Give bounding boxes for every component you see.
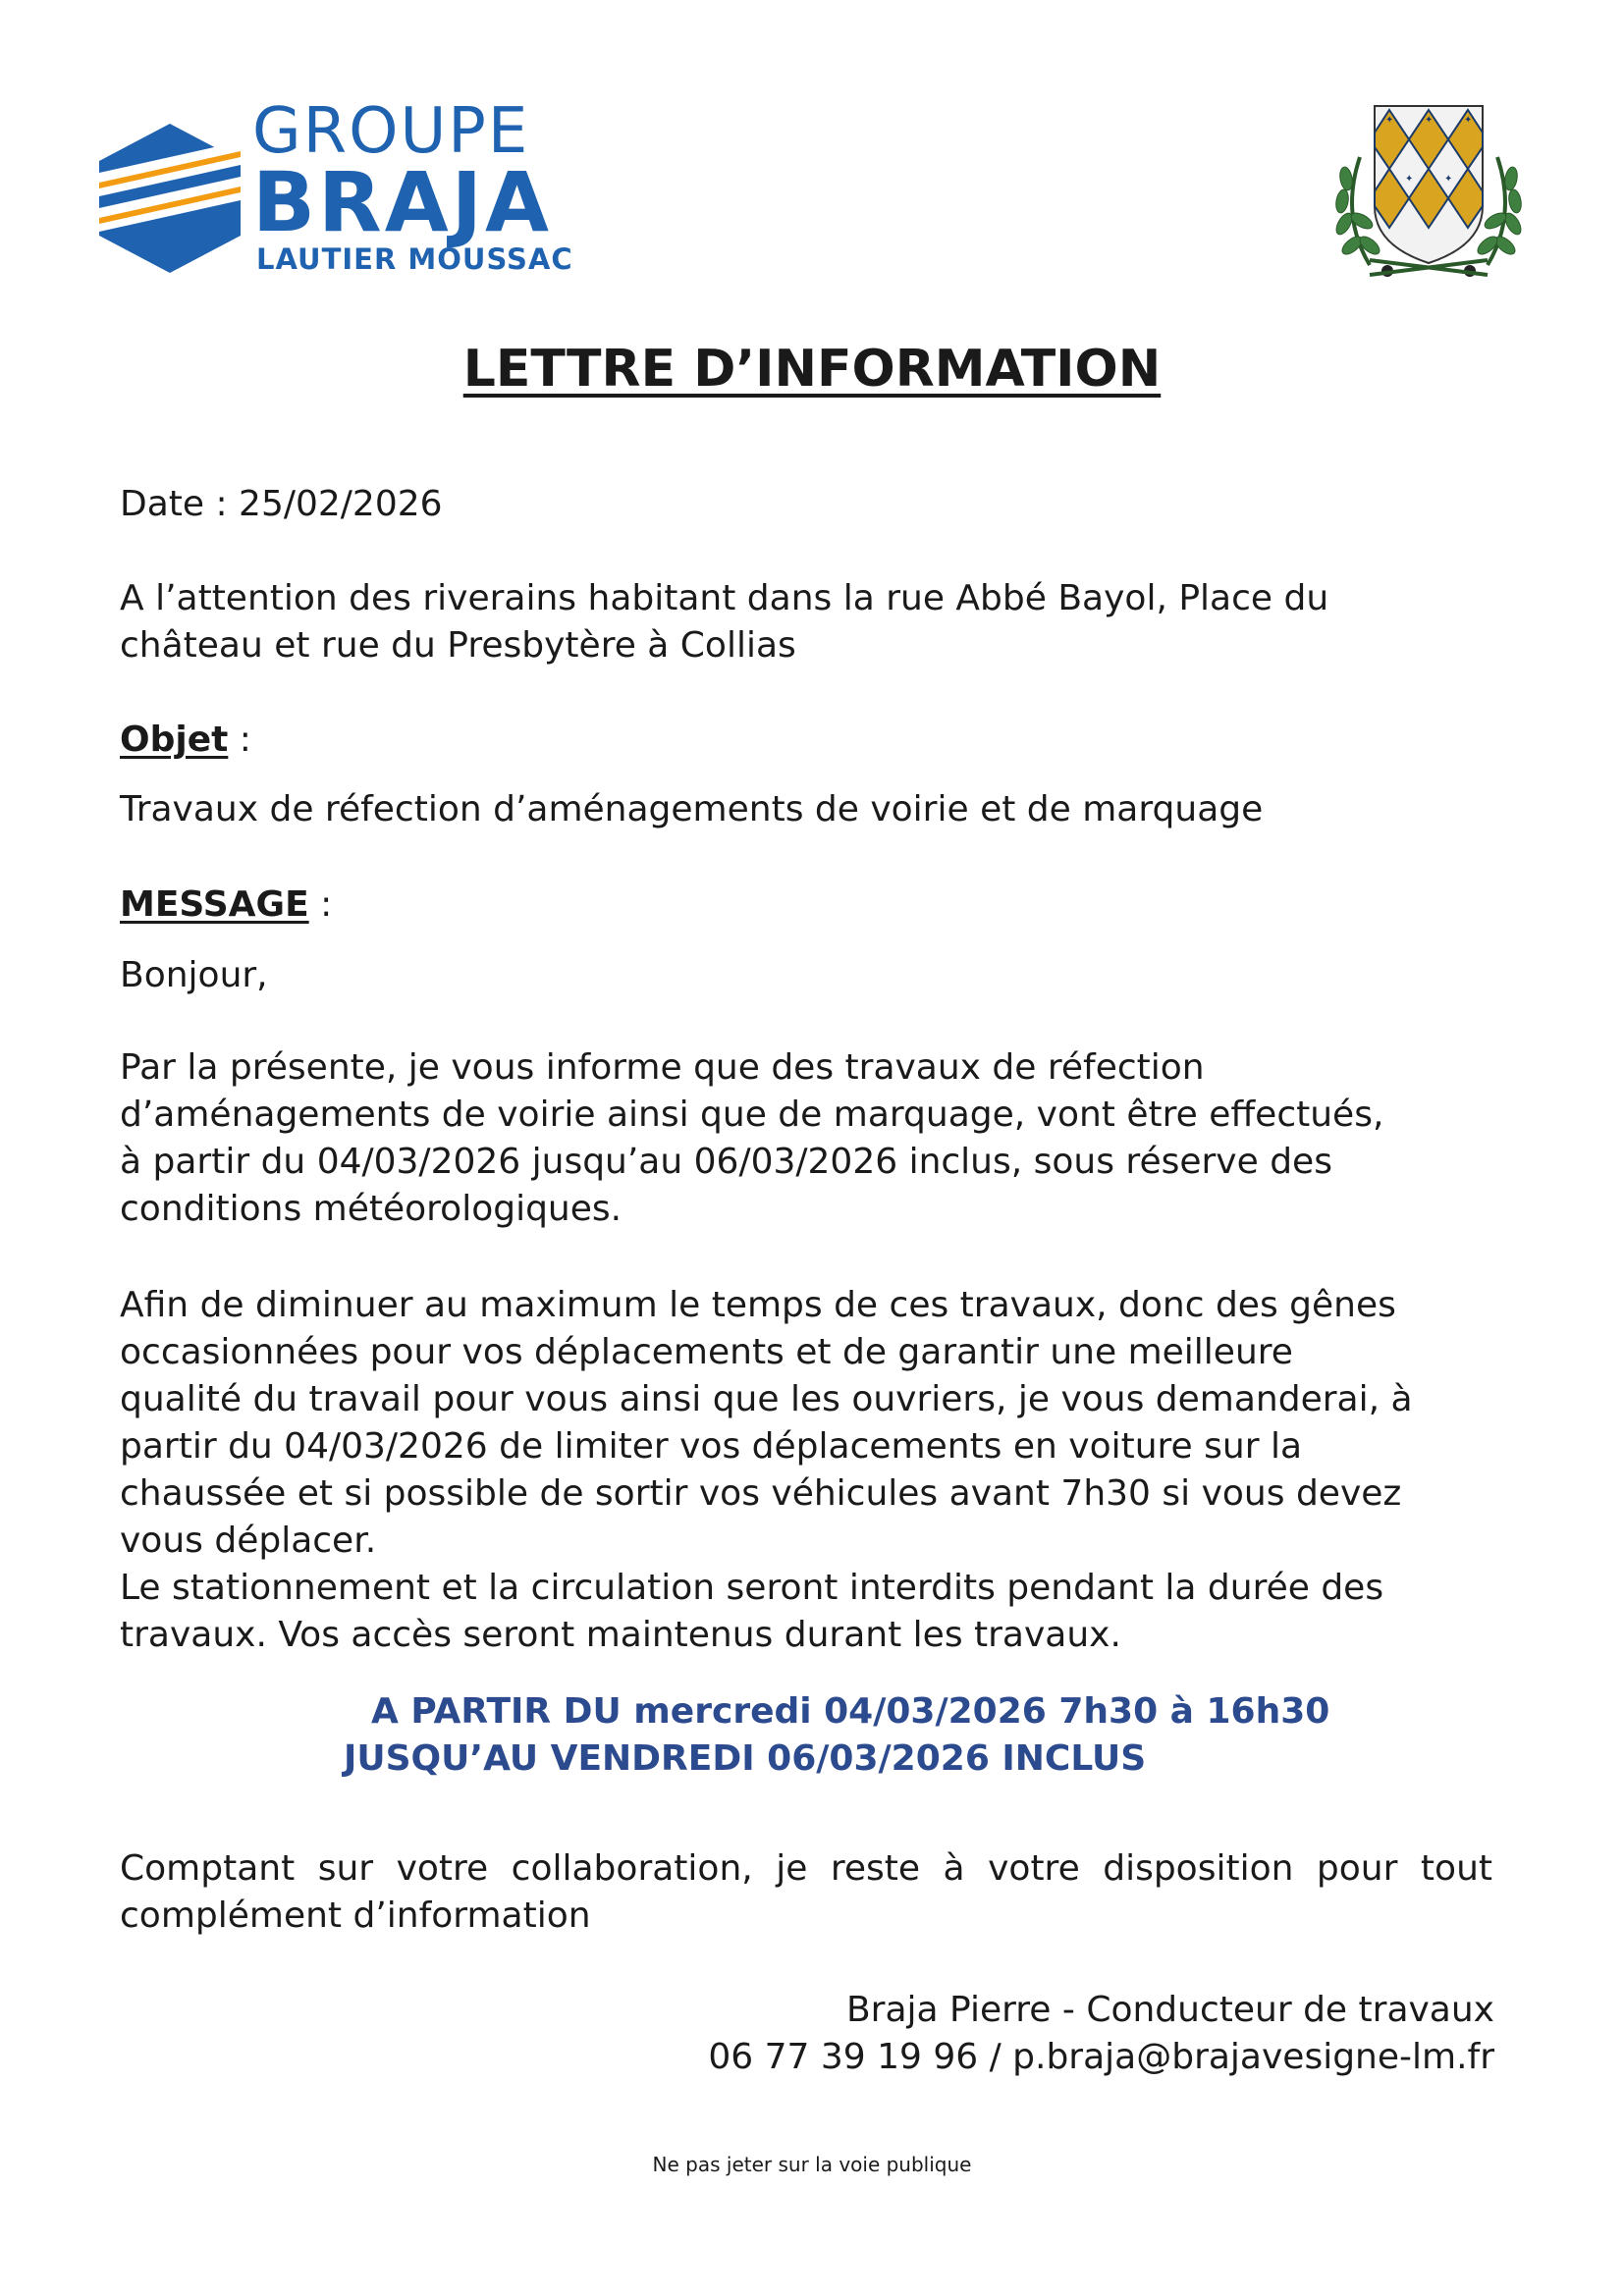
recipients	[120, 575, 1494, 669]
svg-text:✦: ✦	[1385, 115, 1394, 126]
paragraph-line: partir du 04/03/2026 de limiter vos déplacements en voiture sur la	[120, 1426, 1303, 1467]
page-title: LETTRE D’INFORMATION	[462, 340, 1162, 399]
recipients-line: A l’attention des riverains habitant dans la rue Abbé Bayol, Place du	[120, 578, 1329, 618]
recipients-line: château et rue du Presbytère à Collias	[120, 625, 796, 666]
paragraph-1	[120, 1044, 1494, 1233]
svg-text:✦: ✦	[1405, 174, 1414, 185]
paragraph-line: Afin de diminuer au maximum le temps de ces travaux, donc des gênes	[120, 1285, 1396, 1325]
message-label: MESSAGE	[120, 884, 309, 925]
paragraph-line: d’aménagements de voirie ainsi que de marquage, vont être effectués,	[120, 1095, 1384, 1135]
greeting: Bonjour,	[120, 955, 268, 995]
logo-braja-text: BRAJA	[252, 154, 552, 250]
paragraph-2	[120, 1282, 1494, 1659]
paragraph-line: Le stationnement et la circulation seront interdits pendant la durée des	[120, 1568, 1384, 1608]
logo-groupe-text: GROUPE	[252, 95, 530, 168]
paragraph-line: occasionnées pour vos déplacements et de garantir une meilleure	[120, 1332, 1293, 1372]
paragraph-line: vous déplacer.	[120, 1521, 377, 1561]
highlight-end: JUSQU’AU VENDREDI 06/03/2026 INCLUS	[344, 1738, 1147, 1779]
signature-name: Braja Pierre - Conducteur de travaux	[845, 1990, 1494, 2030]
svg-text:✦: ✦	[1425, 115, 1434, 126]
message-suffix: :	[308, 884, 333, 925]
closing-line: complément d’information	[120, 1896, 591, 1936]
paragraph-line: conditions météorologiques.	[120, 1189, 623, 1229]
paragraph-line: Par la présente, je vous informe que des travaux de réfection	[120, 1047, 1205, 1088]
message-heading	[120, 881, 1494, 929]
objet-heading	[120, 717, 1494, 764]
svg-text:✦: ✦	[1444, 174, 1453, 185]
objet-text: Travaux de réfection d’aménagements de voirie et de marquage	[120, 789, 1264, 829]
coat-of-arms-icon	[1330, 98, 1527, 290]
paragraph-line: chaussée et si possible de sortir vos véhicules avant 7h30 si vous devez	[120, 1473, 1402, 1514]
braja-hexagon-icon	[93, 122, 246, 275]
objet-label: Objet	[120, 720, 229, 760]
document-date: Date : 25/02/2026	[120, 484, 443, 524]
paragraph-line: à partir du 04/03/2026 jusqu’au 06/03/2026 inclus, sous réserve des	[120, 1142, 1332, 1182]
closing	[120, 1845, 1492, 1940]
svg-text:✦: ✦	[1464, 115, 1473, 126]
closing-line: Comptant sur votre collaboration, je reste à votre disposition pour tout	[120, 1848, 1492, 1889]
paragraph-line: qualité du travail pour vous ainsi que les ouvriers, je vous demanderai, à	[120, 1379, 1413, 1419]
signature-contact: 06 77 39 19 96 / p.braja@brajavesigne-lm.fr	[708, 2037, 1494, 2077]
logo-subtitle: LAUTIER MOUSSAC	[256, 242, 573, 276]
paragraph-line: travaux. Vos accès seront maintenus durant les travaux.	[120, 1615, 1121, 1655]
footer-note: Ne pas jeter sur la voie publique	[652, 2153, 972, 2176]
company-logo	[93, 95, 574, 276]
objet-suffix: :	[228, 720, 251, 760]
highlight-start: A PARTIR DU mercredi 04/03/2026 7h30 à 16h30	[371, 1691, 1330, 1732]
